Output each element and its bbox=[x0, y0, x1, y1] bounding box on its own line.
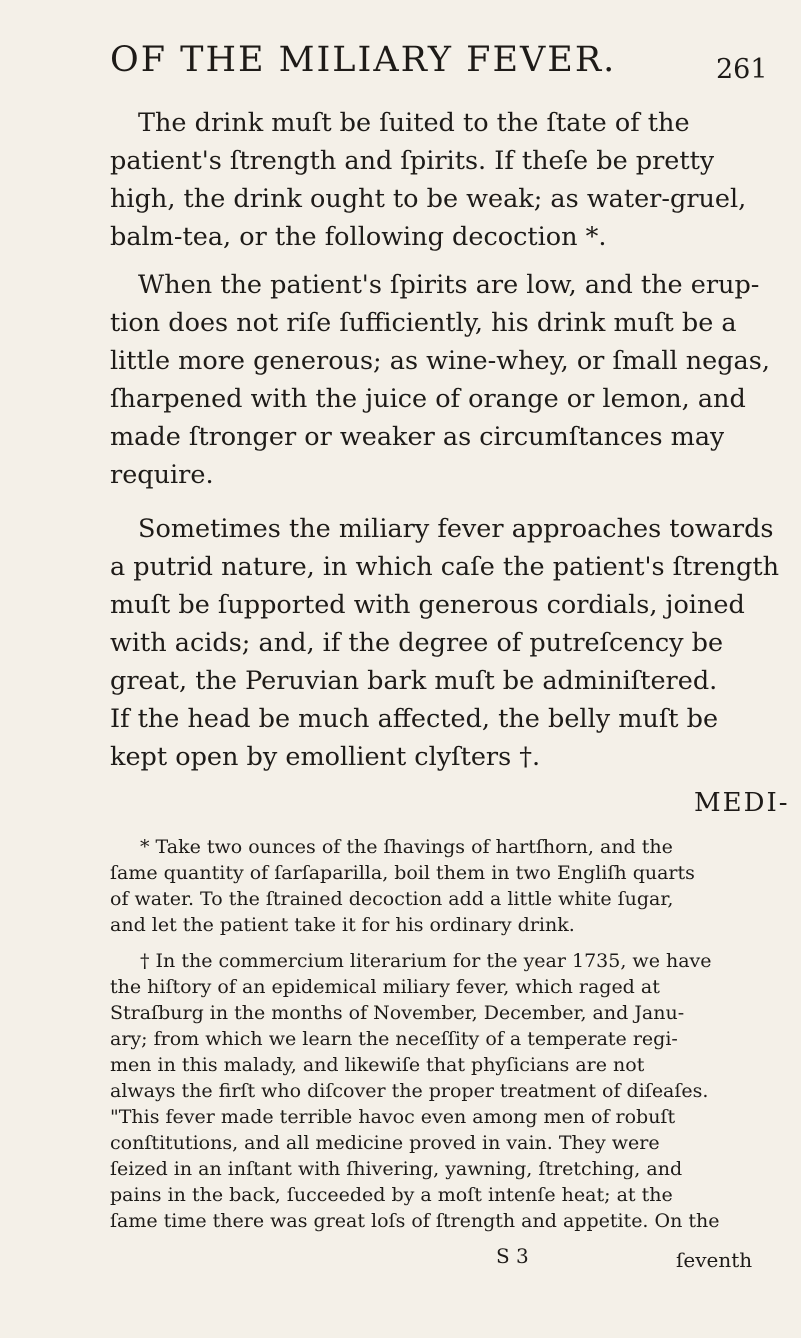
body-line: patient's ſtrength and ſpirits. If theſe be pretty bbox=[110, 146, 715, 176]
footnote-line: conſtitutions, and all medicine proved in vain. They were bbox=[110, 1132, 660, 1154]
body-line: Sometimes the miliary fever approaches towards bbox=[138, 514, 774, 544]
body-line: When the patient's ſpirits are low, and the erup- bbox=[138, 270, 760, 300]
footnote-line: of water. To the ſtrained decoction add a little white ſugar, bbox=[110, 888, 674, 910]
footnote-line: and let the patient take it for his ordinary drink. bbox=[110, 914, 575, 936]
footnote-line: ſame quantity of ſarſaparilla, boil them in two Engliſh quarts bbox=[110, 862, 695, 884]
body-line: The drink muſt be ſuited to the ſtate of the bbox=[138, 108, 690, 138]
body-line: ſharpened with the juice of orange or lemon, and bbox=[110, 384, 746, 414]
body-line: great, the Peruvian bark muſt be adminiſtered. bbox=[110, 666, 718, 696]
body-line: require. bbox=[110, 460, 214, 490]
signature-mark: S 3 bbox=[496, 1244, 529, 1268]
footnote-line: † In the commercium literarium for the year 1735, we have bbox=[140, 950, 712, 972]
page-number: 261 bbox=[716, 54, 768, 85]
footnote-line: pains in the back, ſucceeded by a moſt intenſe heat; at the bbox=[110, 1184, 673, 1206]
footnote-line: ſame time there was great loſs of ſtrength and appetite. On the bbox=[110, 1210, 720, 1232]
footnote-line: men in this malady, and likewiſe that phyſicians are not bbox=[110, 1054, 645, 1076]
body-line: with acids; and, if the degree of putreſcency be bbox=[110, 628, 724, 658]
body-line: tion does not riſe ſufficiently, his drink muſt be a bbox=[110, 308, 737, 338]
body-line: made ſtronger or weaker as circumſtances may bbox=[110, 422, 725, 452]
footnote-line: * Take two ounces of the ſhavings of hartſhorn, and the bbox=[140, 836, 673, 858]
final-catchword: ſeventh bbox=[676, 1248, 753, 1272]
footnote-line: ſeized in an inſtant with ſhivering, yawning, ſtretching, and bbox=[110, 1158, 683, 1180]
footnote-line: the hiſtory of an epidemical miliary fever, which raged at bbox=[110, 976, 660, 998]
footnote-line: ary; from which we learn the neceſſity of a temperate regi- bbox=[110, 1028, 678, 1050]
body-line: kept open by emollient clyſters †. bbox=[110, 742, 541, 772]
body-line: high, the drink ought to be weak; as water-gruel, bbox=[110, 184, 747, 214]
footnote-line: "This fever made terrible havoc even among men of robuſt bbox=[110, 1106, 676, 1128]
body-line: If the head be much affected, the belly muſt be bbox=[110, 704, 719, 734]
body-line: muſt be ſupported with generous cordials, joined bbox=[110, 590, 745, 620]
body-line: balm-tea, or the following decoction *. bbox=[110, 222, 607, 252]
footnote-line: Straſburg in the months of November, December, and Janu- bbox=[110, 1002, 685, 1024]
body-line: little more generous; as wine-whey, or ſmall negas, bbox=[110, 346, 770, 376]
catchword: MEDI- bbox=[694, 788, 790, 818]
body-line: a putrid nature, in which caſe the patient's ſtrength bbox=[110, 552, 780, 582]
footnote-line: always the firſt who diſcover the proper treatment of diſeaſes. bbox=[110, 1080, 709, 1102]
running-title: OF THE MILIARY FEVER. bbox=[110, 40, 617, 80]
